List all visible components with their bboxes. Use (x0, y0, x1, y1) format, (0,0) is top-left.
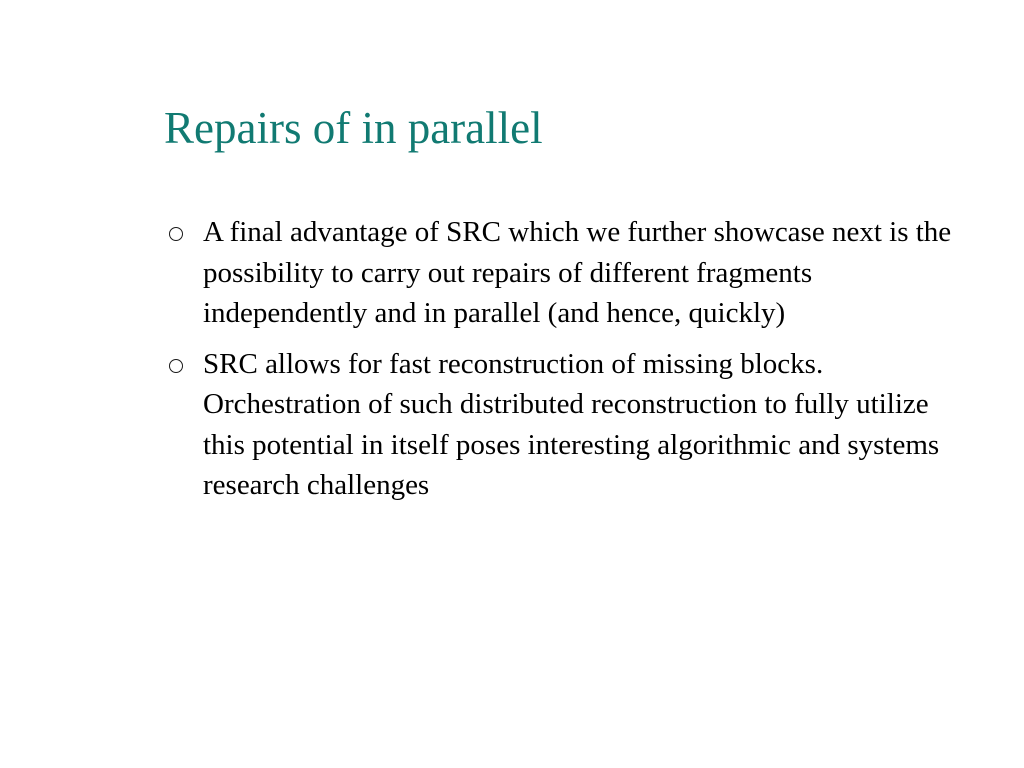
bullet-item (164, 344, 976, 506)
bullet-list (164, 212, 976, 516)
hollow-circle-bullet-icon (169, 359, 183, 373)
hollow-circle-bullet-icon (169, 227, 183, 241)
bullet-text: SRC allows for fast reconstruction of missing blocks. Orchestration of such distributed reconstruction to fully utilize this potential in itself poses interesting algorithmic and systems research challenges (203, 347, 940, 501)
slide-title: Repairs of in parallel (164, 103, 543, 153)
bullet-item (164, 212, 976, 334)
bullet-text: A final advantage of SRC which we further showcase next is the possibility to carry out repairs of different fragments independently and in parallel (and hence, quickly) (203, 216, 952, 329)
